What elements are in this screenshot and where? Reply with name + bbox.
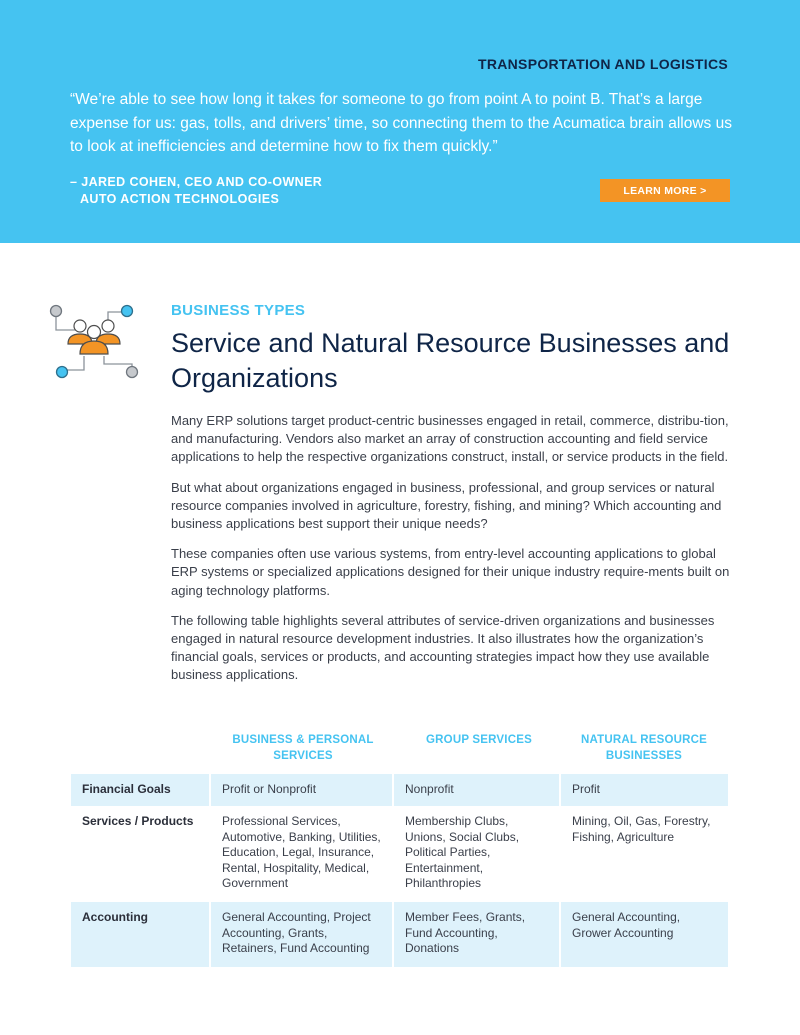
body-text [171,412,731,697]
paragraph: But what about organizations engaged in business, professional, and group services or natural resource companies involved in agriculture, forestry, fishing, and mining? Which accounting and business applications best support their unique needs? [171,479,722,532]
table-cell: Profit [561,774,728,806]
people-network-icon [46,302,142,384]
row-label: Accounting [71,902,211,967]
column-header-business-personal: BUSINESS & PERSONAL SERVICES [232,734,374,762]
attribution-name: – JARED COHEN, CEO AND CO-OWNER [70,175,323,189]
attribution-company: AUTO ACTION TECHNOLOGIES [80,192,280,206]
row-label: Services / Products [71,806,211,902]
section-label: TRANSPORTATION AND LOGISTICS [477,56,728,72]
table-header [71,733,728,773]
customer-quote: “We’re able to see how long it takes for someone to go from point A to point B. That’s a large expense for us: gas, tolls, and drivers’ time, so connecting them to the Acumatica brain allows us to look at inefficiencies and determine how to fix them quickly.” [70,91,732,155]
page-title: Service and Natural Resource Businesses and Organizations [171,328,730,393]
table-row [71,902,728,967]
table-cell: Mining, Oil, Gas, Forestry, Fishing, Agriculture [572,814,711,844]
table-cell: Nonprofit [394,774,561,806]
table-cell: Professional Services, Automotive, Banking, Utilities, Education, Legal, Insurance, Rental, Hospitality, Medical, Government [211,806,394,902]
section-eyebrow: BUSINESS TYPES [171,302,306,319]
column-header-group: GROUP SERVICES [426,734,532,746]
table-row [71,806,728,902]
table-cell: General Accounting, Project Accounting, Grants, Retainers, Fund Accounting [211,902,394,967]
table-cell: General Accounting, Grower Accounting [561,902,728,967]
paragraph: The following table highlights several attributes of service-driven organizations and businesses engaged in natural resource development industries. It also illustrates how the organization’s financial goals, services or products, and accounting strategies impact how they use available business applications. [171,612,715,683]
attributes-table [71,733,728,967]
paragraph: These companies often use various systems, from entry-level accounting applications to global ERP systems or specialized applications designed for their unique industry require-ments built on aging technology platforms. [171,546,730,598]
row-label: Financial Goals [71,774,211,806]
table-cell: Member Fees, Grants, Fund Accounting, Donations [394,902,561,967]
table-cell: Membership Clubs, Unions, Social Clubs, Political Parties, Entertainment, Philanthropies [394,806,561,902]
quote-attribution [70,174,322,208]
table-row [71,774,728,806]
quote-banner [0,0,800,243]
table-cell: Profit or Nonprofit [211,774,394,806]
paragraph: Many ERP solutions target product-centric businesses engaged in retail, commerce, distribu-tion, and manufacturing. Vendors also market an array of construction accounting and field service applications to help the respective organizations construct, install, or service products in the field. [171,413,729,465]
learn-more-button[interactable]: LEARN MORE > [600,179,730,202]
column-header-natural-resource: NATURAL RESOURCE BUSINESSES [580,734,708,762]
